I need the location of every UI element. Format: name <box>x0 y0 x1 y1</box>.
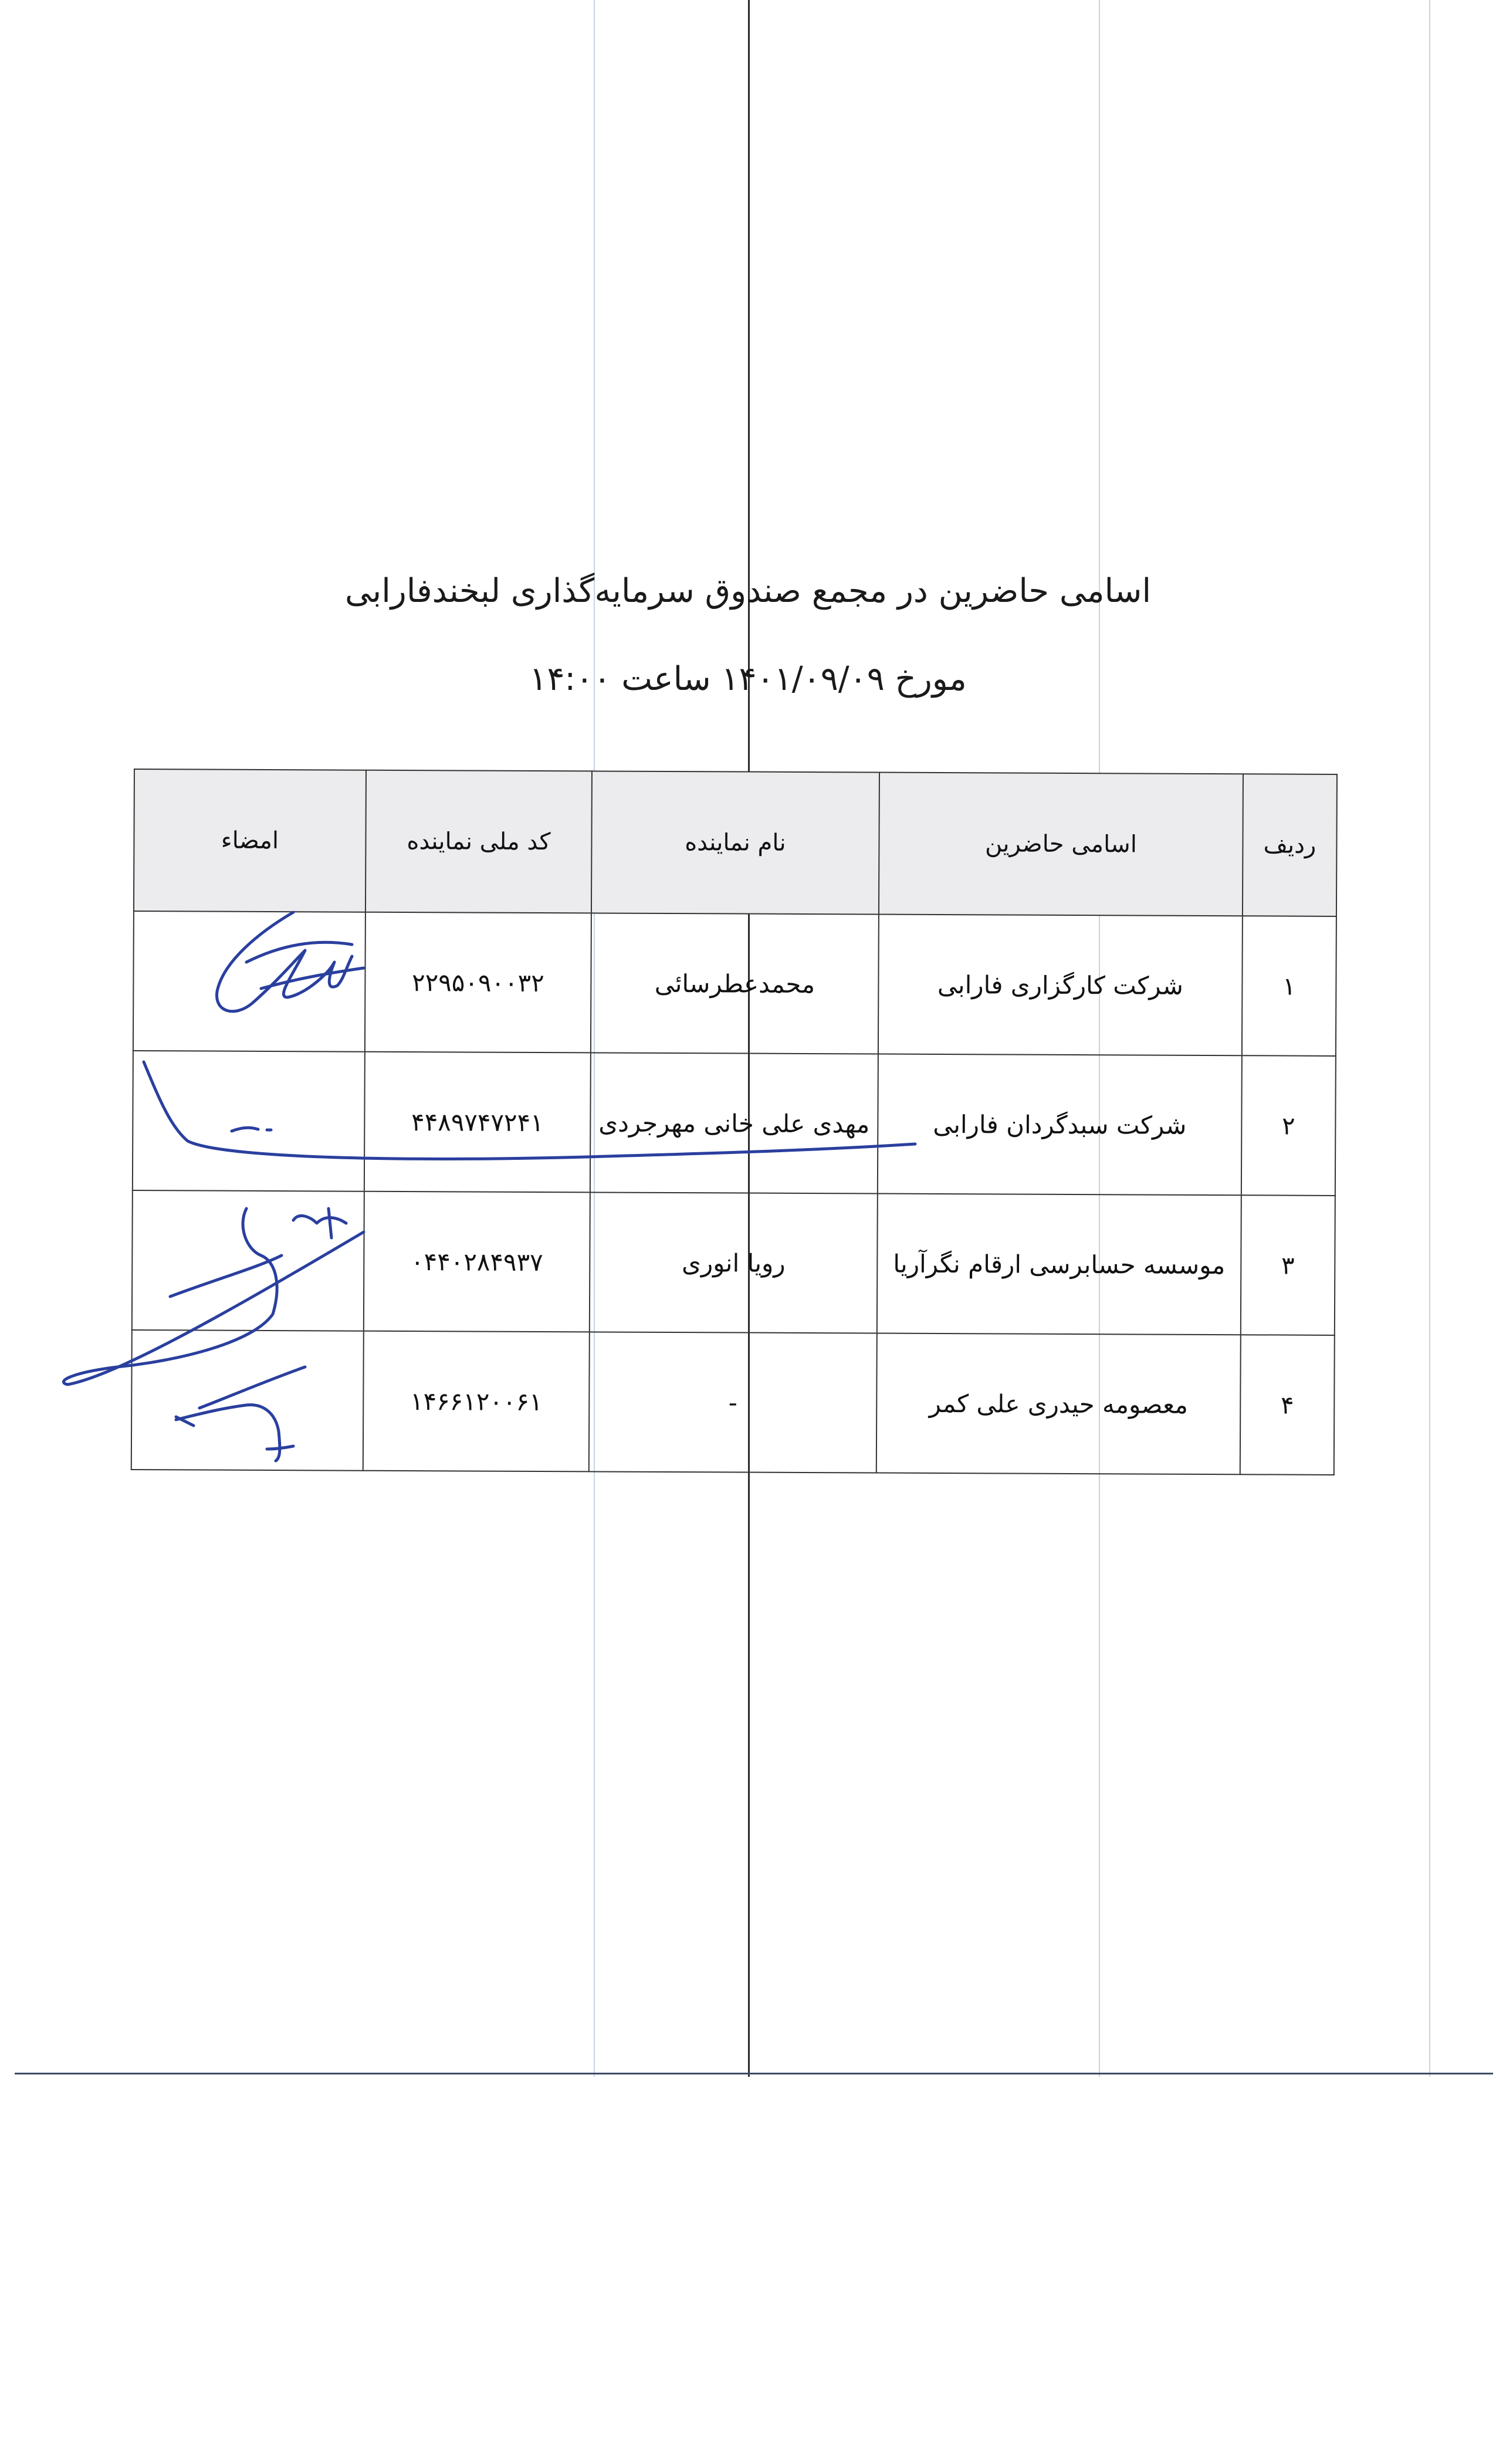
header-representative: نام نماینده <box>591 771 879 914</box>
attendance-table <box>131 769 1338 1475</box>
signature-cell <box>131 1330 364 1471</box>
signature-cell <box>133 1051 365 1192</box>
signature-cell <box>133 911 365 1052</box>
document-date: مورخ ۱۴۰۱/۰۹/۰۹ ساعت ۱۴:۰۰ <box>529 660 967 698</box>
row-number: ۳ <box>1241 1195 1335 1335</box>
company-name: موسسه حسابرسی ارقام نگرآریا <box>877 1194 1241 1335</box>
table-row <box>132 1190 1335 1335</box>
representative-name: رویا انوری <box>590 1192 878 1333</box>
national-code: ۲۲۹۵۰۹۰۰۳۲ <box>365 912 591 1053</box>
representative-name: مهدی علی خانی مهرجردی <box>590 1052 878 1193</box>
row-number: ۴ <box>1240 1335 1335 1475</box>
national-code: ۰۴۴۰۲۸۴۹۳۷ <box>364 1192 590 1332</box>
table-row <box>133 911 1336 1056</box>
header-company: اسامی حاضرین <box>879 773 1243 916</box>
national-code: ۱۴۶۶۱۲۰۰۶۱ <box>363 1331 590 1472</box>
company-name: معصومه حیدری علی کمر <box>876 1333 1241 1475</box>
company-name: شرکت کارگزاری فارابی <box>878 915 1243 1056</box>
table-row <box>131 1330 1335 1475</box>
table-row <box>133 1051 1336 1196</box>
header-national-code: کد ملی نماینده <box>365 770 592 913</box>
page-edge <box>15 2073 1493 2074</box>
scan-line-4 <box>1429 0 1430 2077</box>
company-name: شرکت سبدگردان فارابی <box>878 1054 1242 1196</box>
representative-name: - <box>589 1332 877 1473</box>
header-signature: امضاء <box>134 769 366 912</box>
table-header-row <box>134 769 1337 916</box>
header-row-number: ردیف <box>1243 774 1337 916</box>
document-title: اسامی حاضرین در مجمع صندوق سرمایه‌گذاری لبخندفارابی <box>344 572 1152 610</box>
signature-cell <box>132 1190 364 1331</box>
national-code: ۴۴۸۹۷۴۷۲۴۱ <box>364 1052 591 1193</box>
row-number: ۲ <box>1241 1055 1336 1196</box>
row-number: ۱ <box>1242 916 1336 1056</box>
representative-name: محمدعطرسائی <box>591 913 879 1054</box>
